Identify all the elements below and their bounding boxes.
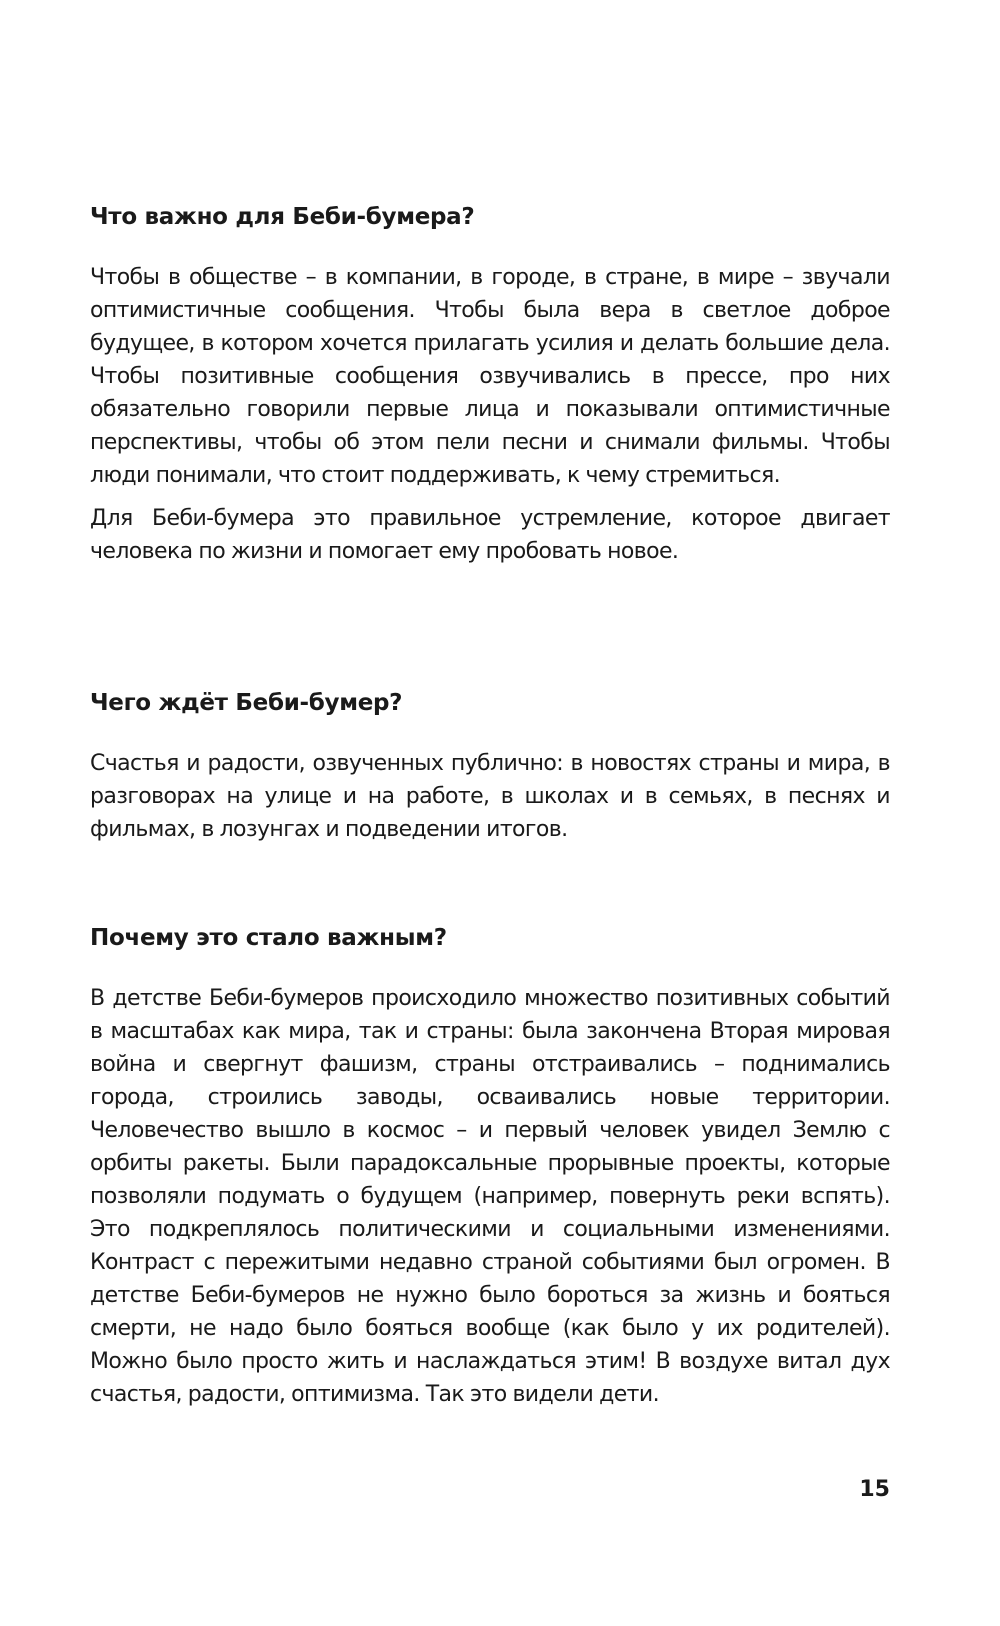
- section-what-expects: [90, 688, 890, 846]
- section-body: [90, 982, 890, 1411]
- paragraph: Для Беби-бумера это правильное устремление, которое двигает человека по жизни и помогает ему пробовать новое.: [90, 506, 890, 564]
- section-why-important: [90, 923, 890, 1411]
- section-body: [90, 261, 890, 568]
- paragraph: Счастья и радости, озвученных публично: в новостях страны и мира, в разговорах на улице и на работе, в школах и в семьях, в песнях и фильмах, в лозунгах и подведении итогов.: [90, 751, 890, 842]
- section-heading: Чего ждёт Беби-бумер?: [90, 690, 403, 716]
- section-what-matters: [90, 202, 890, 568]
- section-heading: Что важно для Беби-бумера?: [90, 204, 475, 230]
- section-heading: Почему это стало важным?: [90, 925, 447, 951]
- section-body: [90, 747, 890, 846]
- paragraph: Чтобы в обществе – в компании, в городе, в стране, в мире – звучали оптимистичные сообщения. Чтобы была вера в светлое доброе будущее, в котором хочется прилагать усилия и делать большие дела. Чтобы позитивные сообщения озвучивались в прессе, про них обязательно говорили первые лица и показывали оптимистичные перспективы, чтобы об этом пели песни и снимали фильмы. Чтобы люди понимали, что стоит поддерживать, к чему стремиться.: [90, 265, 890, 488]
- page-number: 15: [859, 1477, 890, 1502]
- paragraph: В детстве Беби-бумеров происходило множество позитивных событий в масштабах как мира, так и страны: была закончена Вторая мировая война и свергнут фашизм, страны отстраивались – поднимались города, строились заводы, осваивались новые территории. Человечество вышло в космос – и первый человек увидел Землю с орбиты ракеты. Были парадоксальные прорывные проекты, которые позволяли подумать о будущем (например, повернуть реки вспять). Это подкреплялось политическими и социальными изменениями. Контраст с пережитыми недавно страной событиями был огромен. В детстве Беби-бумеров не нужно было бороться за жизнь и бояться смерти, не надо было бояться вообще (как было у их родителей). Можно было просто жить и наслаждаться этим! В воздухе витал дух счастья, радости, оптимизма. Так это видели дети.: [90, 986, 890, 1407]
